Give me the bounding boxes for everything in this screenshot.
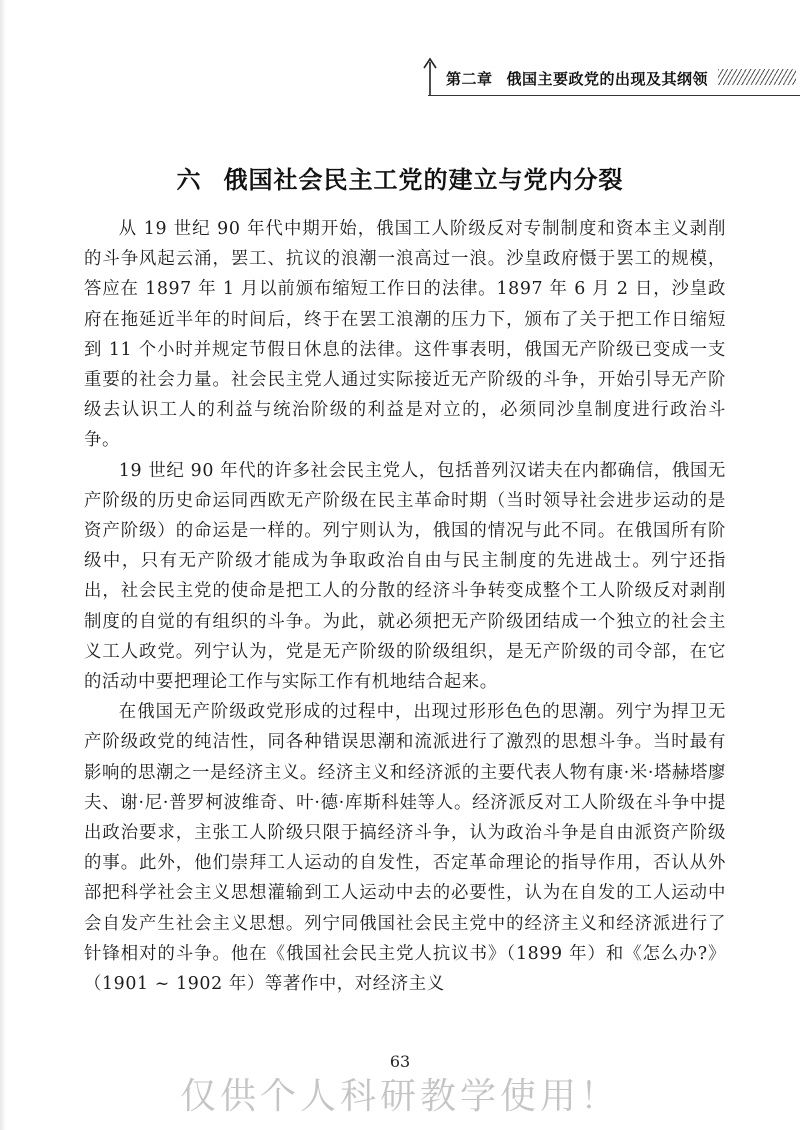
header-chapter: 第二章 [446, 70, 493, 88]
section-title: 俄国社会民主工党的建立与党内分裂 [223, 165, 624, 194]
page-number: 63 [389, 1052, 411, 1071]
paragraph: 在俄国无产阶级政党形成的过程中，出现过形形色色的思潮。列宁为捍卫无产阶级政党的纯洁性，同各种错误思潮和流派进行了激烈的思想斗争。当时最有影响的思潮之一是经济主义。经济主义和经济派的主要代表人物有康·米·塔赫塔廖夫、谢·尼·普罗柯波维奇、叶·德·库斯科娃等人。经济派反对工人阶级在斗争中提出政治要求，主张工人阶级只限于搞经济斗争，认为政治斗争是自由派资产阶级的事。此外，他们崇拜工人运动的自发性，否定革命理论的指导作用，否认从外部把科学社会主义思想灌输到工人运动中去的必要性，认为在自发的工人运动中会自发产生社会主义思想。列宁同俄国社会民主党中的经济主义和经济派进行了针锋相对的斗争。他在《俄国社会民主党人抗议书》（1899 年）和《怎么办?》（1901 ~ 1902 年）等著作中，对经济主义 [84, 702, 726, 995]
header-chapter-title: 俄国主要政党的出现及其纲领 [506, 70, 709, 88]
header-rule [428, 95, 800, 96]
paragraph: 从 19 世纪 90 年代中期开始，俄国工人阶级反对专制制度和资本主义剥削的斗争风起云涌，罢工、抗议的浪潮一浪高过一浪。沙皇政府慑于罢工的规模，答应在 1897 年 1 月以前颁布缩短工作日的法律。1897 年 6 月 2 日，沙皇政府在拖延近半年的时间后，终于在罢工浪潮的压力下，颁布了关于把工作日缩短到 11 个小时并规定节假日休息的法律。这件事表明，俄国无产阶级已变成一支重要的社会力量。社会民主党人通过实际接近无产阶级的斗争，开始引导无产阶级去认识工人的利益与统治阶级的利益是对立的，必须同沙皇制度进行政治斗争。 [84, 219, 726, 451]
header-hatch-decoration [718, 69, 796, 85]
running-header [418, 54, 800, 96]
section-number: 六 [176, 165, 202, 194]
watermark-text: 仅供个人科研教学使用！ [179, 1076, 620, 1117]
paragraph: 19 世纪 90 年代的许多社会民主党人，包括普列汉诺夫在内都确信，俄国无产阶级的历史命运同西欧无产阶级在民主革命时期（当时领导社会进步运动的是资产阶级）的命运是一样的。列宁则认为，俄国的情况与此不同。在俄国所有阶级中，只有无产阶级才能成为争取政治自由与民主制度的先进战士。列宁还指出，社会民主党的使命是把工人的分散的经济斗争转变成整个工人阶级反对剥削制度的自觉的有组织的斗争。为此，就必须把无产阶级团结成一个独立的社会主义工人政党。列宁认为，党是无产阶级的阶级组织，是无产阶级的司令部，在它的活动中要把理论工作与实际工作有机地结合起来。 [84, 460, 726, 693]
body-text [84, 214, 726, 999]
header-title [446, 68, 708, 89]
section-heading [0, 160, 800, 195]
up-arrow-icon [420, 56, 440, 96]
